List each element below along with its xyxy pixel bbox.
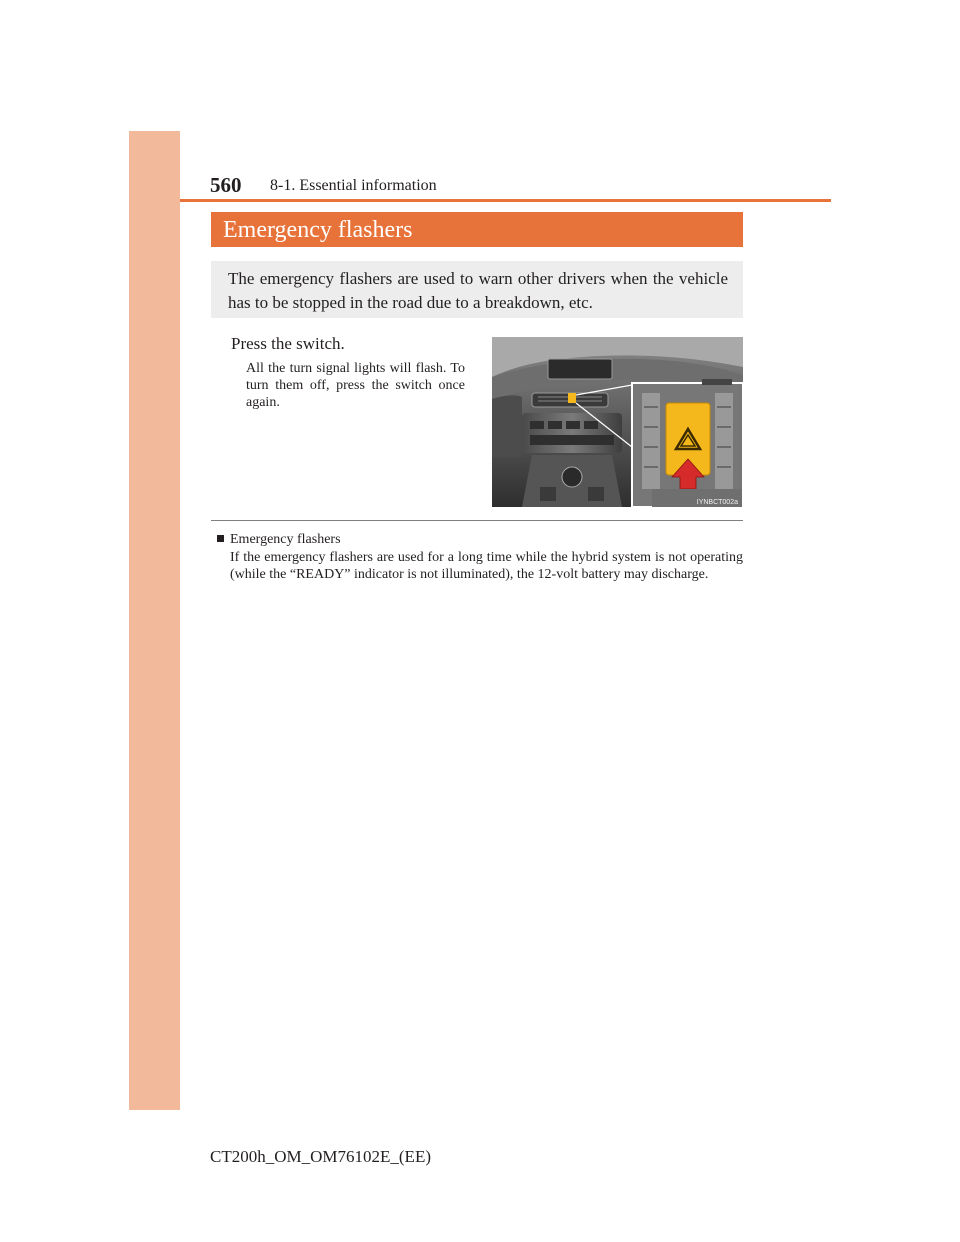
dashboard-illustration xyxy=(492,337,743,507)
page-number: 560 xyxy=(210,173,242,197)
note-body: If the emergency flashers are used for a long time while the hybrid system is not operating (while the “READY” indicator is not illuminated), the 12-volt battery may discharge. xyxy=(230,550,743,582)
note-heading xyxy=(217,531,341,548)
square-bullet-icon xyxy=(217,535,224,542)
section-divider xyxy=(211,520,743,521)
note-heading-text: Emergency flashers xyxy=(230,532,341,547)
chapter-side-tab xyxy=(129,131,180,1110)
intro-box xyxy=(211,261,743,318)
section-title: 8-1. Essential information xyxy=(270,177,437,194)
figure-code: IYNBCT002a xyxy=(696,499,738,506)
title-bar xyxy=(211,212,743,247)
intro-text: The emergency flashers are used to warn other drivers when the vehicle has to be stopped in the road due to a breakdown, etc. xyxy=(228,269,728,312)
step-detail: All the turn signal lights will flash. To turn them off, press the switch once again. xyxy=(246,361,465,410)
page-title: Emergency flashers xyxy=(223,217,413,243)
footer-document-code: CT200h_OM_OM76102E_(EE) xyxy=(210,1147,431,1166)
step-instruction: Press the switch. xyxy=(231,334,345,353)
header-rule xyxy=(180,199,831,202)
